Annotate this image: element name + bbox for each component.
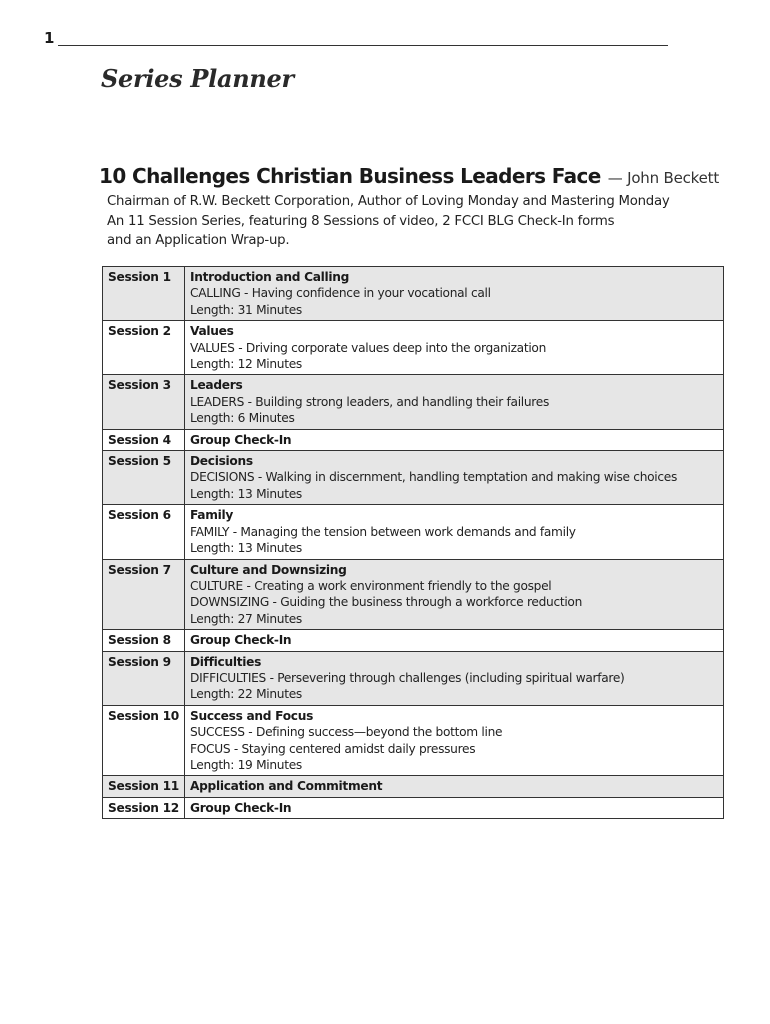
session-row: [103, 429, 724, 450]
session-row: [103, 776, 724, 797]
session-detail: Length: 19 Minutes: [189, 757, 302, 772]
session-detail: CULTURE - Creating a work environment friendly to the gospel: [189, 578, 552, 593]
session-title: Group Check-In: [189, 432, 292, 447]
session-label: Session 12: [103, 797, 185, 818]
session-label: Session 3: [103, 375, 185, 429]
session-detail: FAMILY - Managing the tension between work demands and family: [189, 524, 576, 539]
session-row: [103, 705, 724, 776]
session-title: Success and Focus: [189, 708, 314, 723]
session-title: Group Check-In: [189, 633, 292, 648]
session-label: Session 1: [103, 267, 185, 321]
session-label: Session 2: [103, 321, 185, 375]
session-detail: CALLING - Having confidence in your vocational call: [189, 286, 491, 301]
session-title: Introduction and Calling: [189, 270, 350, 284]
page-number: 1: [44, 29, 55, 47]
series-description: [107, 192, 707, 251]
session-label: Session 9: [103, 651, 185, 705]
session-label: Session 4: [103, 429, 185, 450]
description-line: Chairman of R.W. Beckett Corporation, Author of Loving Monday and Mastering Monday: [107, 194, 670, 209]
session-detail: FOCUS - Staying centered amidst daily pressures: [189, 741, 476, 756]
session-content: [184, 797, 723, 818]
session-row: [103, 630, 724, 651]
page-title: Series Planner: [101, 64, 294, 93]
session-content: [184, 375, 723, 429]
session-title: Application and Commitment: [189, 779, 383, 794]
session-title: Group Check-In: [189, 800, 292, 815]
top-rule: [58, 45, 668, 46]
series-heading: [99, 164, 719, 188]
session-content: [184, 267, 723, 321]
session-content: [184, 630, 723, 651]
session-content: [184, 429, 723, 450]
session-title: Values: [189, 324, 234, 339]
session-detail: DECISIONS - Walking in discernment, handling temptation and making wise choices: [189, 470, 678, 485]
session-detail: SUCCESS - Defining success—beyond the bottom line: [189, 725, 503, 740]
session-detail: Length: 13 Minutes: [189, 486, 302, 501]
series-author: — John Beckett: [607, 169, 719, 187]
series-title: 10 Challenges Christian Business Leaders Face: [99, 164, 601, 188]
session-detail: LEADERS - Building strong leaders, and handling their failures: [189, 394, 550, 409]
session-content: [184, 651, 723, 705]
session-row: [103, 321, 724, 375]
session-label: Session 8: [103, 630, 185, 651]
session-row: [103, 651, 724, 705]
session-detail: Length: 12 Minutes: [189, 357, 302, 372]
session-detail: VALUES - Driving corporate values deep into the organization: [189, 340, 546, 355]
session-row: [103, 505, 724, 559]
description-line: An 11 Session Series, featuring 8 Sessions of video, 2 FCCI BLG Check-In forms: [107, 213, 615, 229]
session-row: [103, 451, 724, 505]
session-detail: Length: 13 Minutes: [189, 541, 302, 556]
session-label: Session 6: [103, 505, 185, 559]
session-table: [102, 266, 724, 819]
session-content: [184, 451, 723, 505]
session-content: [184, 776, 723, 797]
session-detail: Length: 6 Minutes: [189, 411, 295, 426]
session-title: Leaders: [189, 378, 243, 393]
session-label: Session 7: [103, 559, 185, 630]
session-detail: Length: 31 Minutes: [189, 302, 302, 317]
session-content: [184, 705, 723, 776]
session-detail: Length: 27 Minutes: [189, 611, 302, 626]
session-title: Decisions: [189, 454, 253, 469]
session-label: Session 10: [103, 705, 185, 776]
session-title: Difficulties: [189, 654, 262, 669]
session-row: [103, 559, 724, 630]
session-content: [184, 559, 723, 630]
session-detail: Length: 22 Minutes: [189, 687, 302, 702]
description-line: and an Application Wrap-up.: [107, 233, 290, 249]
session-detail: DIFFICULTIES - Persevering through challenges (including spiritual warfare): [189, 670, 625, 685]
session-detail: DOWNSIZING - Guiding the business through a workforce reduction: [189, 595, 582, 610]
session-content: [184, 505, 723, 559]
session-label: Session 5: [103, 451, 185, 505]
session-content: [184, 321, 723, 375]
session-row: [103, 797, 724, 818]
session-title: Culture and Downsizing: [189, 562, 347, 577]
session-label: Session 11: [103, 776, 185, 797]
session-row: [103, 267, 724, 321]
session-row: [103, 375, 724, 429]
session-title: Family: [189, 508, 234, 523]
